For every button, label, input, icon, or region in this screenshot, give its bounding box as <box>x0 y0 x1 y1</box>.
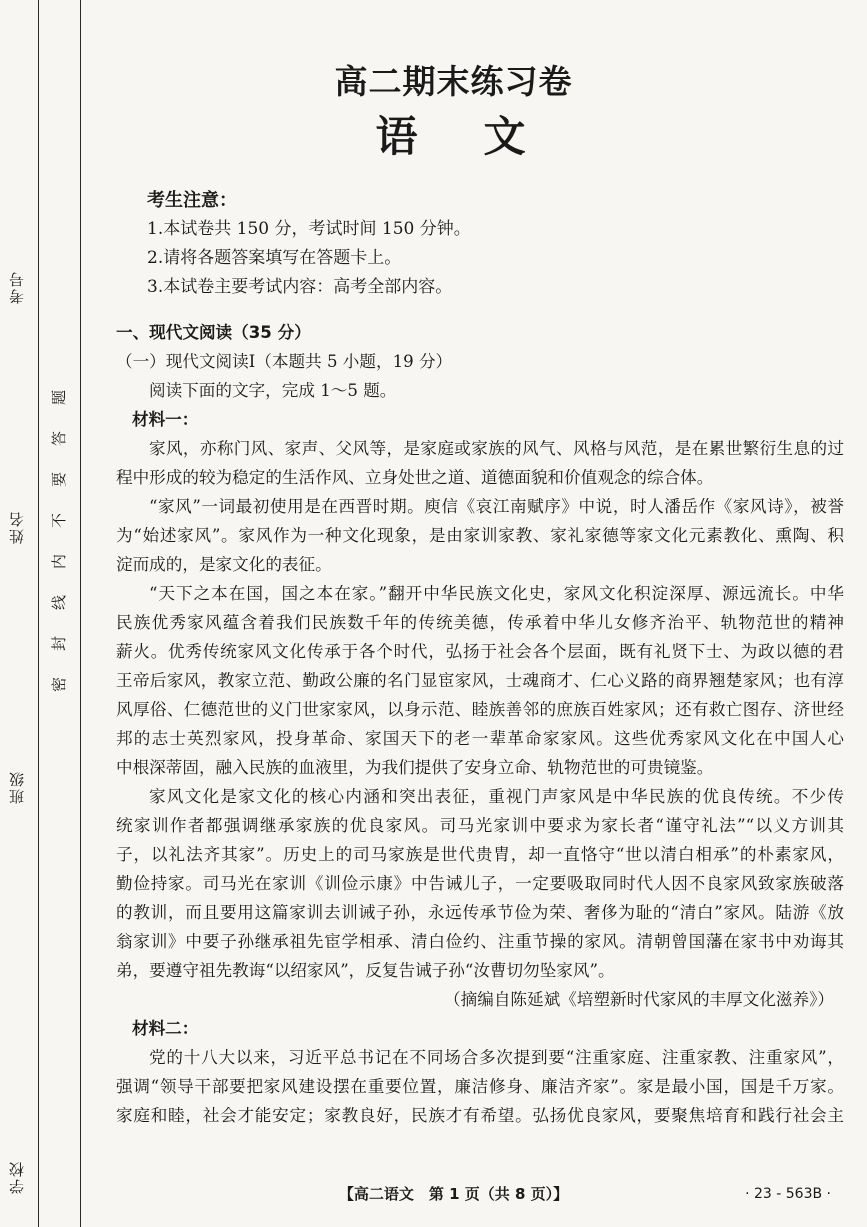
text-line: 弟，要遵守祖先教诲“以绍家风”，反复告诫子孙“汝曹切勿坠家风”。 <box>116 961 615 980</box>
text-line: 民族优秀家风蕴含着我们民族数千年的传统美德，传承着中华儿女修齐治平、轨物范世的精神 <box>116 613 844 632</box>
source-citation: （摘编自陈延斌《培塑新时代家风的丰厚文化滋养》） <box>444 990 834 1009</box>
seal-char: 封 <box>50 635 69 652</box>
text-line: 薪火。优秀传统家风文化传承于各个时代，弘扬于社会各个层面，既有礼贤下士、为政以德的君 <box>116 642 844 661</box>
text-line: 淀而成的，是家文化的表征。 <box>116 555 332 574</box>
text-line: 王帝后家风，教家立范、勤政公廉的名门显宦家风，士魂商才、仁心义路的商界翘楚家风；也有淳 <box>116 671 844 690</box>
text-line: 翁家训》中要子孙继承祖先宦学相承、清白俭约、注重节操的家风。清朝曾国藩在家书中劝诲其 <box>116 932 844 951</box>
paper-code: · 23 - 563B · <box>745 1186 831 1202</box>
paragraph-5 <box>116 1043 844 1130</box>
text-line: 风厚俗、仁德范世的义门世家家风，以身示范、睦族善邻的庶族百姓家风；还有救亡图存、济世经 <box>116 700 844 719</box>
text-line: “家风”一词最初使用是在西晋时期。庾信《哀江南赋序》中说，时人潘岳作《家风诗》，被誉 <box>149 497 844 516</box>
instruction-text: 阅读下面的文字，完成 1～5 题。 <box>149 381 397 400</box>
section-heading: 一、现代文阅读（35 分） <box>116 323 311 342</box>
text-line: “天下之本在国，国之本在家。”翻开中华民族文化史，家风文化积淀深厚、源远流长。中华 <box>149 584 844 603</box>
text-line: 勤俭持家。司马光在家训《训俭示康》中告诫儿子，一定要吸取同时代人因不良家风致家族破落 <box>116 874 844 893</box>
text-line: 中根深蒂固，融入民族的血液里，为我们提供了安身立命、轨物范世的可贵镜鉴。 <box>116 758 714 777</box>
text-line: 程中形成的较为稳定的生活作风、立身处世之道、道德面貌和价值观念的综合体。 <box>116 468 714 487</box>
binding-line-outer <box>38 0 39 1227</box>
name-field-label: 姓名 <box>8 510 26 544</box>
text-line: 家风文化是家文化的核心内涵和突出表征，重视门声家风是中华民族的优良传统。不少传 <box>149 787 844 806</box>
class-field-label: 班级 <box>8 770 26 804</box>
notice-item: 2.请将各题答案填写在答题卡上。 <box>147 248 402 268</box>
text-line: 子，以礼法齐其家”。历史上的司马家族是世代贵胄，却一直恪守“世以清白相承”的朴素家风， <box>116 845 844 864</box>
notice-item: 3.本试卷主要考试内容：高考全部内容。 <box>147 277 453 297</box>
seal-char: 线 <box>50 594 69 611</box>
paragraph-1 <box>116 434 844 492</box>
subject-title: 语文 <box>375 112 592 161</box>
seal-char: 密 <box>50 676 69 693</box>
paragraph-4 <box>116 782 844 985</box>
text-line: 的教训，而且要用这篇家训去训诫子孙，永远传承节俭为荣、奢侈为耻的“清白”家风。陆游《放 <box>116 903 844 922</box>
text-line: 党的十八大以来，习近平总书记在不同场合多次提到要“注重家庭、注重家教、注重家风”， <box>149 1048 844 1067</box>
text-line: 邦的志士英烈家风，投身革命、家国天下的老一辈革命家家风。这些优秀家风文化在中国人心 <box>116 729 844 748</box>
seal-char: 答 <box>50 430 69 447</box>
notice-heading: 考生注意： <box>147 190 237 211</box>
text-line: 为“始述家风”。家风作为一种文化现象，是由家训家教、家礼家德等家文化元素教化、熏陶、积 <box>116 526 844 545</box>
exam-title: 高二期末练习卷 <box>334 62 573 101</box>
material-two-label: 材料二： <box>132 1019 199 1038</box>
text-line: 强调“领导干部要把家风建设摆在重要位置，廉洁修身、廉洁齐家”。家是最小国，国是千万家。 <box>116 1077 844 1096</box>
text-line: 家风，亦称门风、家声、父风等，是家庭或家族的风气、风格与风范，是在累世繁衍生息的过 <box>149 439 844 458</box>
seal-line-warning <box>48 390 72 692</box>
text-line: 统家训作者都强调继承家族的优良家风。司马光家训中要求为家长者“谨守礼法”“以义方训其 <box>116 816 844 835</box>
reading-section <box>116 318 844 1130</box>
exam-number-field-label: 考号 <box>8 270 26 304</box>
notice-item: 1.本试卷共 150 分，考试时间 150 分钟。 <box>147 219 471 239</box>
paragraph-3 <box>116 579 844 782</box>
material-one-label: 材料一： <box>132 410 199 429</box>
seal-char: 要 <box>50 471 69 488</box>
school-field-label: 学校 <box>8 1160 26 1194</box>
text-line: 家庭和睦，社会才能安定；家教良好，民族才有希望。弘扬优良家风，要聚焦培育和践行社会主 <box>116 1106 844 1125</box>
binding-line-inner <box>80 0 81 1227</box>
subsection-heading: （一）现代文阅读Ⅰ（本题共 5 小题，19 分） <box>116 352 453 371</box>
seal-char: 不 <box>50 512 69 529</box>
seal-char: 内 <box>50 553 69 570</box>
seal-char: 题 <box>50 389 69 406</box>
candidate-notice <box>147 186 471 302</box>
page-footer: 【高二语文 第 1 页（共 8 页）】 <box>338 1185 569 1203</box>
paragraph-2 <box>116 492 844 579</box>
